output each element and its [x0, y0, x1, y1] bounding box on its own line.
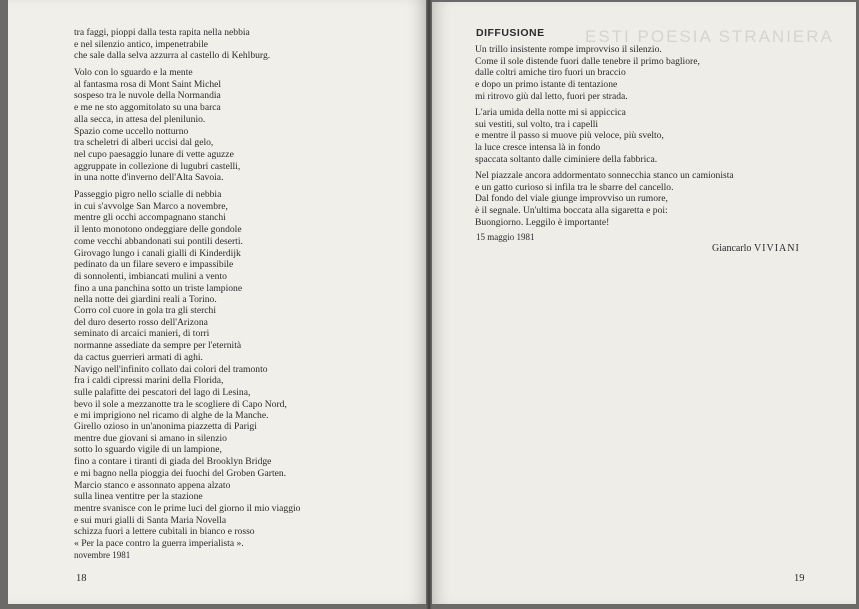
poem-line: e mi bagno nella pioggia dei fuochi del Groben Garten. [74, 467, 287, 479]
left-date: novembre 1981 [74, 550, 131, 560]
poem-line: sospeso tra le nuvole della Normandia [74, 90, 221, 102]
poem-line: pedinato da un filare severo e impassibile [74, 259, 234, 271]
poem-line: « Per la pace contro la guerra imperialista ». [74, 538, 244, 550]
poem-line: fino a contare i tiranti di giada del Brooklyn Bridge [74, 456, 272, 468]
poem-line: e dopo un primo istante di tentazione [475, 79, 618, 91]
poem-line: schizza fuori a lettere cubitali in bianco e rosso [74, 526, 255, 538]
poem-line: fra i caldi cipressi marini della Florida, [74, 375, 224, 387]
poem-line: Un trillo insistente rompe improvviso il silenzio. [475, 44, 662, 55]
poem-line: Girello ozioso in un'anonima piazzetta di Parigi [74, 421, 257, 432]
poem-line: Come il sole distende fuori dalle tenebre il primo bagliore, [475, 55, 700, 67]
author-last-name: VIVIANI [753, 243, 800, 254]
left-stanza-2 [74, 67, 240, 184]
poem-line: e mentre il passo si muove più veloce, più svelto, [475, 130, 664, 142]
poem-line: sotto lo sguardo vigile di un lampione, [74, 444, 222, 456]
poem-line: mentre svanisce con le prime luci del giorno il mio viaggio [74, 502, 301, 514]
poem-line: bevo il sole a mezzanotte tra le scogliere di Capo Nord, [74, 398, 287, 410]
poem-line: nel cupo paesaggio lunare di vette aguzze [74, 148, 234, 160]
poem-line: Volo con lo sguardo e la mente [74, 67, 193, 78]
poem-line: spaccata soltanto dalle ciminiere della fabbrica. [475, 153, 658, 165]
right-stanza-1 [475, 44, 700, 103]
poem-line: Girovago lungo i canali gialli di Kinderdijk [74, 247, 241, 259]
left-stanza-4 [74, 305, 287, 422]
poem-line: e sui muri gialli di Santa Maria Novella [74, 514, 227, 526]
poem-line: e mi imprigiono nel ricamo di alghe de la Manche. [74, 410, 269, 422]
page-number-left: 18 [76, 573, 87, 584]
poem-line: mentre gli occhi accompagnano stanchi [74, 212, 226, 224]
poem-line: dalle coltri amiche tiro fuori un braccio [475, 67, 626, 79]
poem-line: del duro deserto rosso dell'Arizona [74, 316, 208, 328]
poem-line: Spazio come uccello notturno [74, 125, 189, 137]
poem-line: da cactus guerrieri armati di aghi. [74, 351, 203, 363]
poem-line: la luce cresce intensa là in fondo [475, 142, 601, 154]
poem-line: tra scheletri di alberi uccisi dal gelo, [74, 137, 214, 149]
poem-line: e me ne sto aggomitolato su una barca [74, 102, 221, 114]
poem-line: Marcio stanco e assonnato appena alzato [74, 479, 231, 491]
poem-line: Passeggio pigro nello scialle di nebbia [74, 189, 222, 200]
poem-line: e un gatto curioso si infila tra le sbarre del cancello. [475, 181, 674, 193]
poem-line: Navigo nell'infinito collato dai colori del tramonto [74, 363, 268, 375]
poem-line: Dal fondo del viale giunge improvviso un rumore, [475, 193, 668, 205]
right-stanza-3 [475, 170, 734, 229]
poem-line: alla secca, in attesa del plenilunio. [74, 113, 206, 125]
poem-title: DIFFUSIONE [476, 27, 545, 39]
left-stanza-3 [74, 189, 243, 306]
left-stanza-1 [74, 27, 270, 62]
poem-line: seminato di arcaici manieri, di torri [74, 328, 210, 340]
poem-line: al fantasma rosa di Mont Saint Michel [74, 78, 222, 90]
poem-line: sui vestiti, sul volto, tra i capelli [475, 118, 599, 130]
poem-line: nella notte dei giardini reali a Torino. [74, 294, 217, 306]
poem-line: il lento monotono ondeggiare delle gondole [74, 224, 242, 236]
poem-line: come vecchi abbandonati sui pontili deserti. [74, 235, 243, 247]
poem-line: e nel silenzio antico, impenetrabile [74, 38, 208, 50]
poem-line: è il segnale. Un'ultima boccata alla sigaretta e poi: [475, 205, 668, 217]
poem-line: normanne assediate da sempre per l'eternità [74, 340, 242, 352]
bleed-through-header: ESTI POESIA STRANIERA [585, 27, 834, 46]
poem-line: che sale dalla selva azzurra al castello di Kehlburg. [74, 50, 271, 62]
page-number-right: 19 [794, 573, 805, 584]
author-first-name: Giancarlo [712, 243, 752, 254]
right-stanza-2 [475, 107, 664, 166]
poem-line: sulle palafitte dei pescatori del lago di Lesina, [74, 386, 251, 398]
book-gutter [426, 0, 432, 609]
author-signature [712, 243, 800, 254]
poem-line: Nel piazzale ancora addormentato sonnecchia stanco un camionista [475, 170, 734, 181]
poem-line: Corro col cuore in gola tra gli sterchi [74, 305, 216, 316]
poem-line: tra faggi, pioppi dalla testa rapita nella nebbia [74, 27, 250, 38]
poem-line: di sonnolenti, imbiancati mulini a vento [74, 270, 227, 282]
poem-line: aggruppate in collezione di lugubri castelli, [74, 160, 241, 172]
poem-line: fino a una panchina sotto un triste lampione [74, 282, 243, 294]
poem-line: L'aria umida della notte mi si appiccica [475, 107, 626, 118]
poem-line: sulla linea ventitre per la stazione [74, 491, 203, 503]
right-date: 15 maggio 1981 [476, 232, 535, 242]
poem-line: in cui s'avvolge San Marco a novembre, [74, 200, 228, 212]
poem-line: mentre due giovani si amano in silenzio [74, 432, 227, 444]
poem-line: Buongiorno. Leggilo è importante! [475, 216, 610, 228]
poem-line: in una notte d'inverno dell'Alta Savoia. [74, 172, 224, 184]
poem-line: mi ritrovo giù dal letto, fuori per strada. [475, 90, 628, 102]
left-stanza-5 [74, 421, 300, 550]
